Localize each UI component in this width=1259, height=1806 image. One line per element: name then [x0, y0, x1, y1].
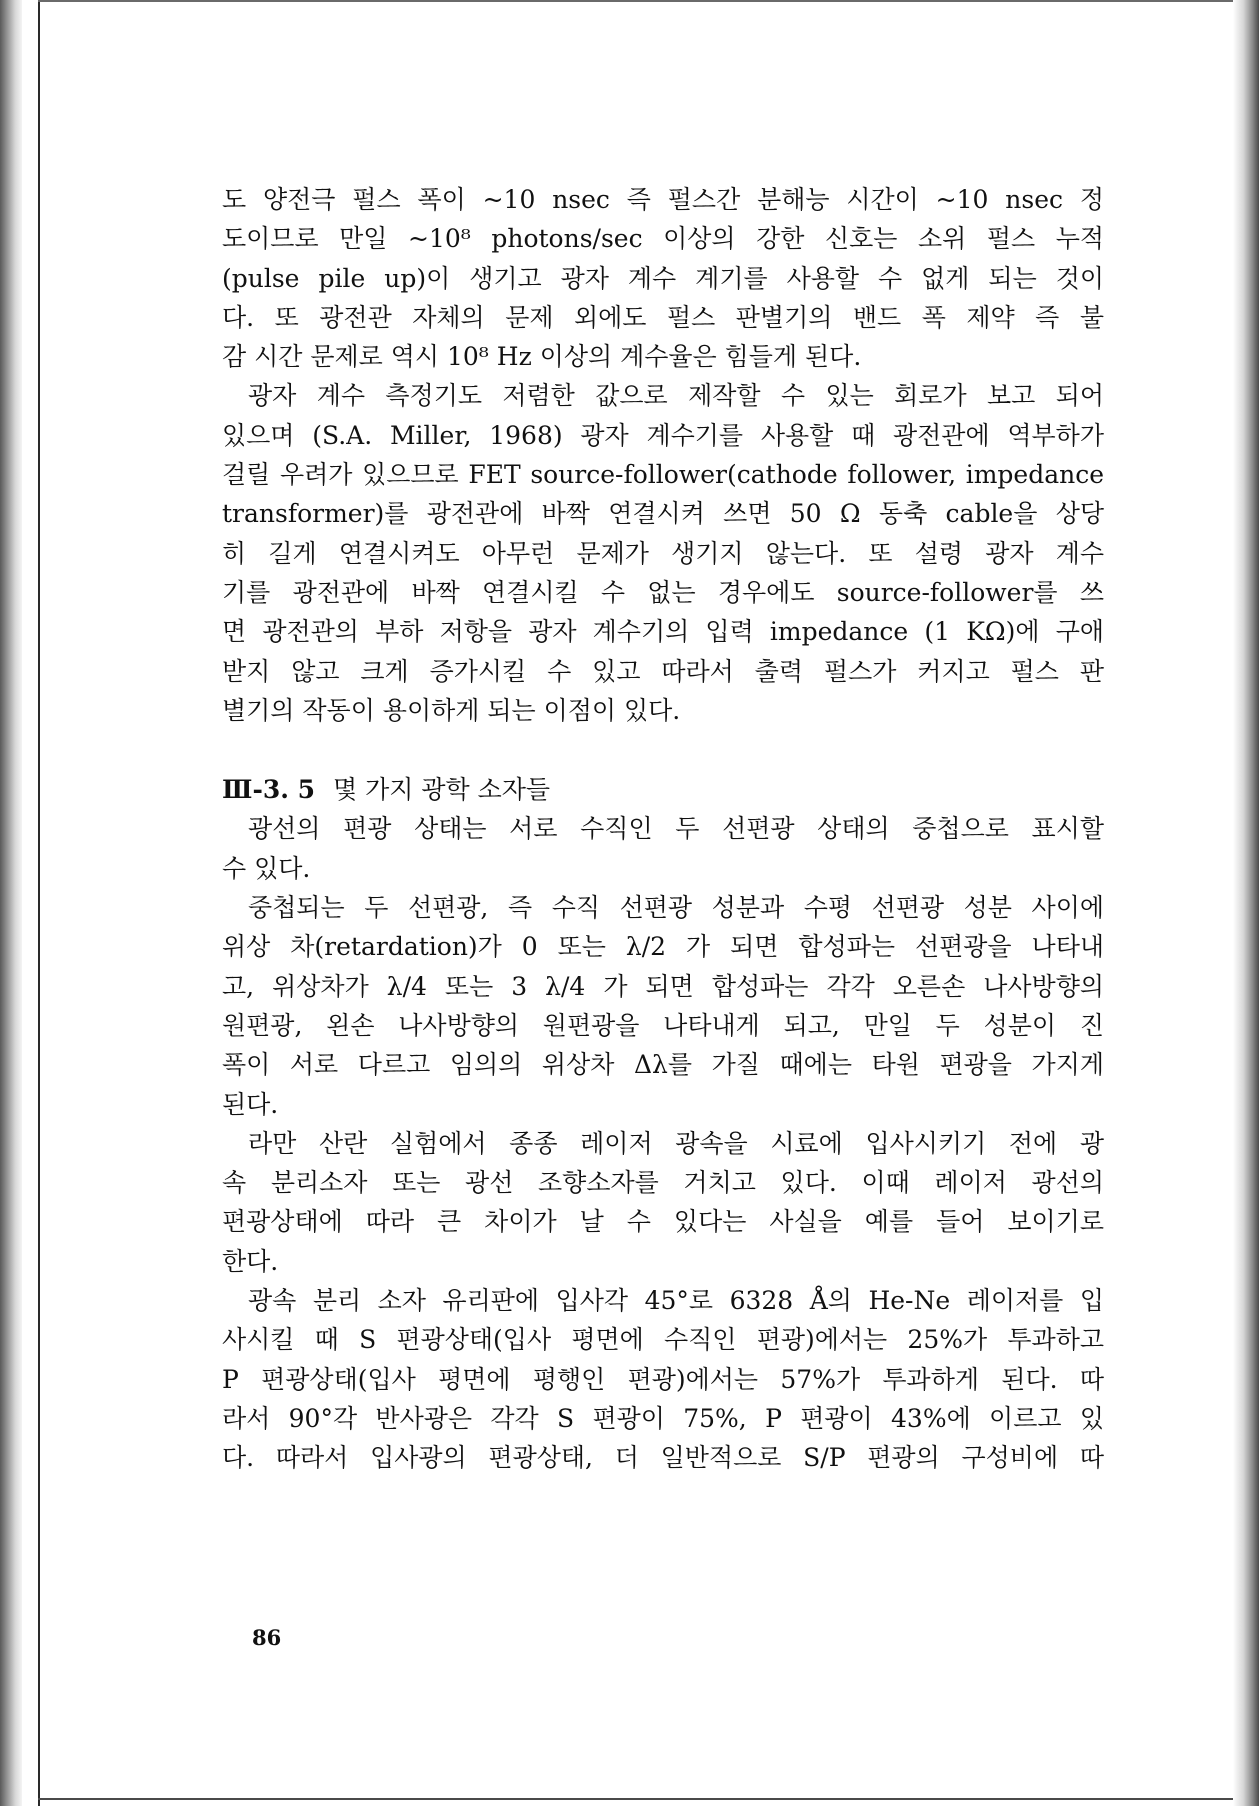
section-heading — [222, 770, 1104, 809]
text-line: 광자 계수 측정기도 저렴한 값으로 제작할 수 있는 회로가 보고 되어 — [248, 381, 1104, 411]
text-line: 한다. — [222, 1246, 279, 1276]
text-line: 다. 따라서 입사광의 편광상태, 더 일반적으로 S/P 편광의 구성비에 따 — [222, 1443, 1104, 1473]
text-line: 있으며 (S.A. Miller, 1968) 광자 계수기를 사용할 때 광전관에 역부하가 — [222, 420, 1104, 450]
paragraph-photon-counter — [222, 376, 1104, 730]
text-line: 라서 90°각 반사광은 각각 S 편광이 75%, P 편광이 43%에 이르고 있 — [222, 1403, 1104, 1433]
paragraph-beam-splitter — [222, 1281, 1104, 1477]
text-line: 중첩되는 두 선편광, 즉 수직 선편광 성분과 수평 선편광 성분 사이에 — [248, 893, 1104, 923]
paragraph-retardation — [222, 888, 1104, 1124]
page-number: 86 — [252, 1625, 282, 1650]
page-left-edge — [38, 0, 40, 1806]
page-right-edge-shadow — [1233, 0, 1259, 1806]
page-bottom-edge — [38, 1798, 1259, 1800]
text-line: 원편광, 왼손 나사방향의 원편광을 나타내게 되고, 만일 두 성분이 진 — [222, 1010, 1104, 1040]
book-spine-shadow — [0, 0, 22, 1806]
text-line: 도이므로 만일 ~10⁸ photons/sec 이상의 강한 신호는 소위 펄스 누적 — [222, 224, 1104, 254]
text-line: 라만 산란 실험에서 종종 레이저 광속을 시료에 입사시키기 전에 광 — [248, 1128, 1104, 1158]
text-line: 편광상태에 따라 큰 차이가 날 수 있다는 사실을 예를 들어 보이기로 — [222, 1207, 1104, 1237]
page-body — [222, 180, 1104, 1478]
text-line: P 편광상태(입사 평면에 평행인 편광)에서는 57%가 투과하게 된다. 따 — [222, 1364, 1104, 1394]
text-line: 히 길게 연결시켜도 아무런 문제가 생기지 않는다. 또 설령 광자 계수 — [222, 538, 1104, 568]
page-top-edge — [38, 0, 1259, 2]
text-line: 고, 위상차가 λ/4 또는 3 λ/4 가 되면 합성파는 각각 오른손 나사방향의 — [222, 971, 1104, 1001]
text-line: 사시킬 때 S 편광상태(입사 평면에 수직인 편광)에서는 25%가 투과하고 — [222, 1325, 1104, 1355]
text-line: 위상 차(retardation)가 0 또는 λ/2 가 되면 합성파는 선편광을 나타내 — [222, 932, 1104, 962]
section-title: 몇 가지 광학 소자들 — [333, 775, 551, 805]
text-line: 별기의 작동이 용이하게 되는 이점이 있다. — [222, 695, 681, 725]
text-line: 걸릴 우려가 있으므로 FET source-follower(cathode follower, impedance — [222, 460, 1104, 490]
text-line: transformer)를 광전관에 바짝 연결시켜 쓰면 50 Ω 동축 cable을 상당 — [222, 499, 1104, 529]
text-line: 받지 않고 크게 증가시킬 수 있고 따라서 출력 펄스가 커지고 펄스 판 — [222, 656, 1104, 686]
text-line: 된다. — [222, 1089, 279, 1119]
paragraph-pulse-resolution — [222, 180, 1104, 376]
text-line: 다. 또 광전관 자체의 문제 외에도 펄스 판별기의 밴드 폭 제약 즉 불 — [222, 302, 1104, 332]
text-line: 폭이 서로 다르고 임의의 위상차 Δλ를 가질 때에는 타원 편광을 가지게 — [222, 1050, 1104, 1080]
text-line: 광선의 편광 상태는 서로 수직인 두 선편광 상태의 중첩으로 표시할 — [248, 814, 1104, 844]
paragraph-polarization-state — [222, 809, 1104, 888]
text-line: 광속 분리 소자 유리판에 입사각 45°로 6328 Å의 He-Ne 레이저를 입 — [248, 1286, 1104, 1316]
text-line: (pulse pile up)이 생기고 광자 계수 계기를 사용할 수 없게 되는 것이 — [222, 263, 1104, 293]
text-line: 속 분리소자 또는 광선 조향소자를 거치고 있다. 이때 레이저 광선의 — [222, 1168, 1104, 1198]
text-line: 수 있다. — [222, 853, 311, 883]
section-number: Ⅲ-3. 5 — [222, 775, 316, 805]
text-line: 도 양전극 펄스 폭이 ~10 nsec 즉 펄스간 분해능 시간이 ~10 nsec 정 — [222, 185, 1104, 214]
paragraph-raman-scattering — [222, 1124, 1104, 1281]
text-line: 감 시간 문제로 역시 10⁸ Hz 이상의 계수율은 힘들게 된다. — [222, 342, 862, 372]
text-line: 기를 광전관에 바짝 연결시킬 수 없는 경우에도 source-follower를 쓰 — [222, 577, 1104, 607]
text-line: 면 광전관의 부하 저항을 광자 계수기의 입력 impedance (1 KΩ)에 구애 — [222, 617, 1104, 647]
